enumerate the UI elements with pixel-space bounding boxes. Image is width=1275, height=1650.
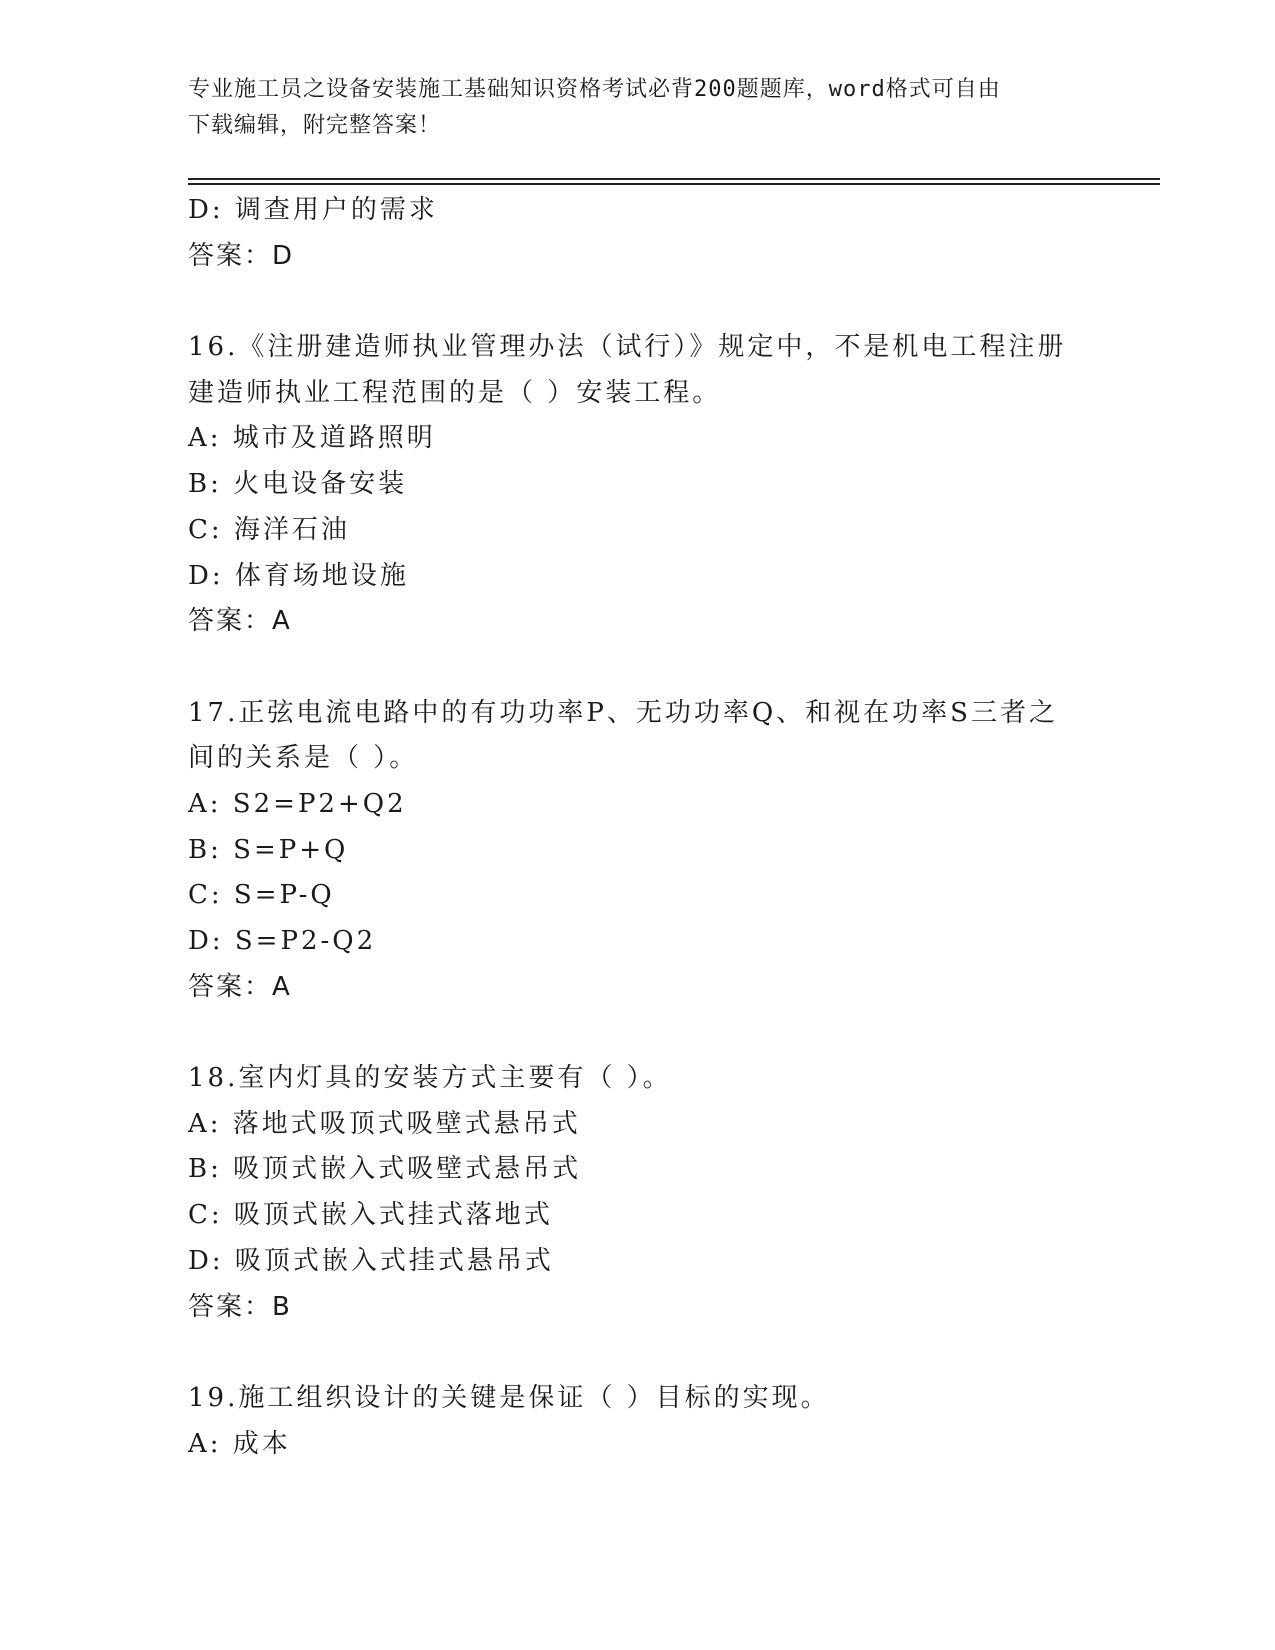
option-a: A: 城市及道路照明 xyxy=(188,423,436,454)
previous-option-d: D: 调查用户的需求 xyxy=(188,195,438,225)
document-header xyxy=(188,72,1088,144)
header-divider-top xyxy=(188,178,1160,180)
question-list xyxy=(188,188,1088,1467)
option-b: B: 火电设备安装 xyxy=(188,469,408,500)
question-stem-continued: 间的关系是（ ）。 xyxy=(188,743,419,774)
answer: 答案：A xyxy=(188,606,292,637)
question-stem-continued: 建造师执业工程范围的是（ ）安装工程。 xyxy=(188,377,722,408)
question-19 xyxy=(188,1376,1088,1467)
answer: 答案：A xyxy=(188,971,292,1002)
option-a: A: 落地式吸顶式吸壁式悬吊式 xyxy=(188,1108,581,1139)
spacer xyxy=(188,645,1088,691)
header-line-1: 专业施工员之设备安装施工基础知识资格考试必背200题题库，word格式可自由 xyxy=(188,77,1001,102)
header-divider-bottom xyxy=(188,183,1160,185)
option-a: A: S2=P2+Q2 xyxy=(188,788,407,819)
option-a: A: 成本 xyxy=(188,1428,291,1459)
option-d: D: S=P2-Q2 xyxy=(188,926,377,956)
question-16 xyxy=(188,325,1088,645)
answer: 答案：B xyxy=(188,1291,292,1322)
question-stem: 18.室内灯具的安装方式主要有（ ）。 xyxy=(188,1063,672,1094)
question-stem: 16.《注册建造师执业管理办法（试行）》规定中，不是机电工程注册 xyxy=(188,332,1067,363)
previous-answer: 答案：D xyxy=(188,240,295,271)
option-b: B: S=P+Q xyxy=(188,834,349,865)
spacer xyxy=(188,279,1088,325)
question-stem: 17.正弦电流电路中的有功功率P、无功功率Q、和视在功率S三者之 xyxy=(188,697,1058,728)
question-17 xyxy=(188,691,1088,1011)
option-c: C: 吸顶式嵌入式挂式落地式 xyxy=(188,1200,553,1231)
spacer xyxy=(188,1330,1088,1376)
spacer xyxy=(188,1010,1088,1056)
header-line-2: 下载编辑，附完整答案！ xyxy=(188,113,442,138)
option-d: D: 吸顶式嵌入式挂式悬吊式 xyxy=(188,1245,554,1276)
question-18 xyxy=(188,1056,1088,1330)
option-c: C: S=P-Q xyxy=(188,880,335,911)
option-d: D: 体育场地设施 xyxy=(188,560,409,591)
question-stem: 19.施工组织设计的关键是保证（ ）目标的实现。 xyxy=(188,1382,830,1413)
option-c: C: 海洋石油 xyxy=(188,514,350,545)
option-b: B: 吸顶式嵌入式吸壁式悬吊式 xyxy=(188,1154,582,1185)
